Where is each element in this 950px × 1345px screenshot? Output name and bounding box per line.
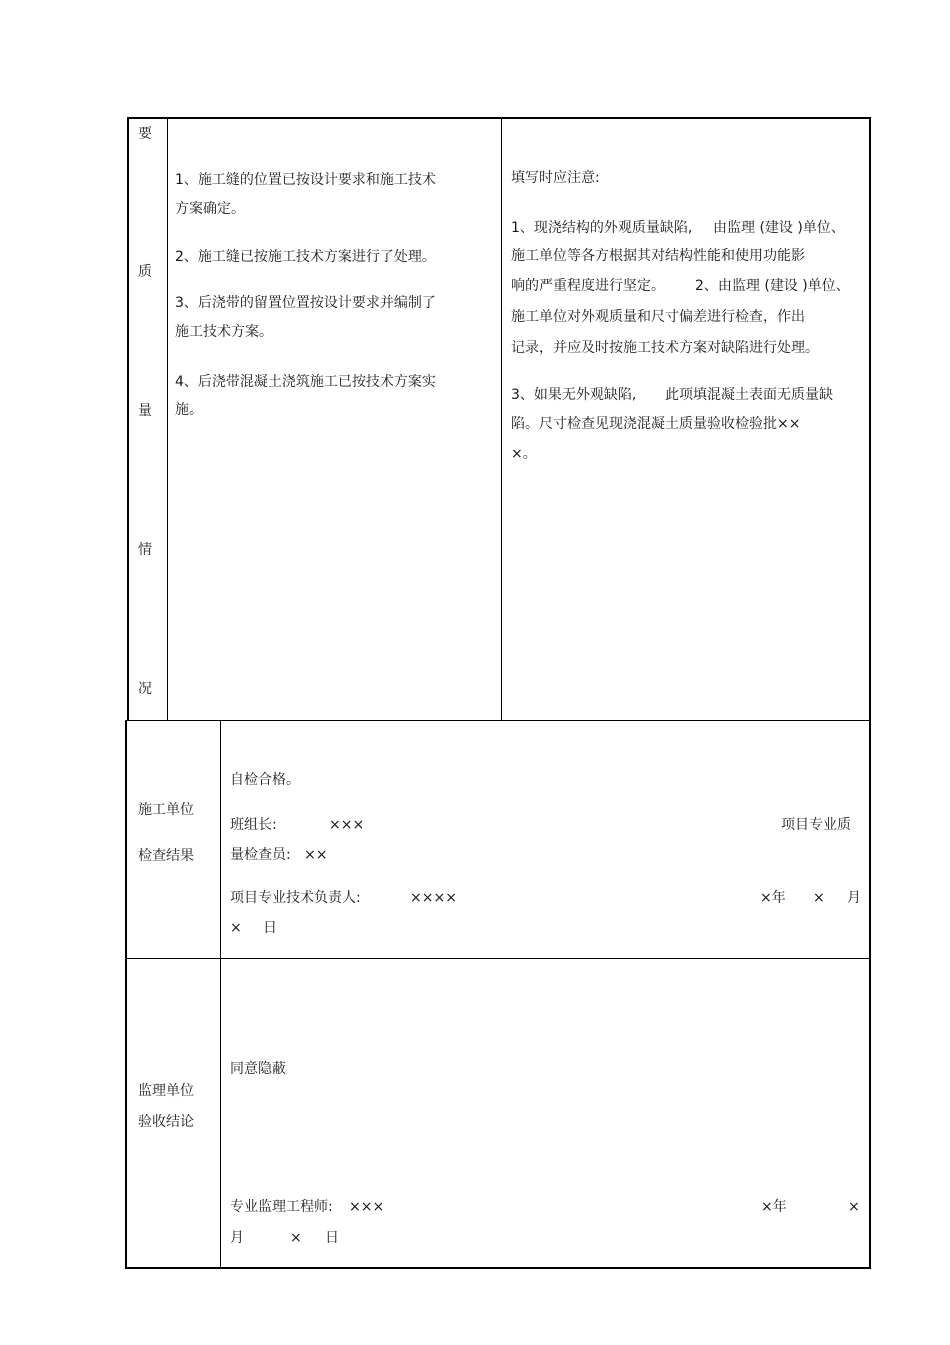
date-day-mark: × [290,1230,302,1246]
date-day-mark: × [230,920,242,936]
team-leader-value: ××× [329,817,365,833]
side-label-char: 情 [138,542,152,558]
notes-line: 此项填混凝土表面无质量缺 [665,387,833,403]
bottom-table-right-border [869,720,871,1269]
notes-line: 施工单位对外观质量和尺寸偏差进行检查，作出 [511,309,805,325]
middle-item-line: 2、施工缝已按施工技术方案进行了处理。 [175,249,436,265]
notes-line: 由监理 (建设 )单位、 [713,220,845,236]
date-year: ×年 [761,1199,787,1215]
notes-line: 2、由监理 (建设 )单位、 [695,278,850,294]
bottom-table-top-border [125,720,871,721]
quality-inspector-label: 量检查员: [230,847,291,863]
side-label-char: 要 [138,126,152,142]
notes-line: 施工单位等各方根据其对结构性能和使用功能影 [511,248,805,264]
middle-item-line: 施工技术方案。 [175,324,273,340]
notes-line: 响的严重程度进行坚定。 [511,278,665,294]
right-border-top [869,117,871,721]
supervision-label: 监理单位 [138,1083,194,1099]
notes-line: 1、现浇结构的外观质量缺陷, [511,220,693,236]
date-day: 日 [325,1230,339,1246]
date-month-mark: × [813,890,825,906]
notes-line: ×。 [511,446,537,462]
side-label-char: 质 [138,264,152,280]
quality-inspector-label: 项目专业质 [781,817,851,833]
bottom-table-row-divider [125,958,871,959]
notes-line: 记录，并应及时按施工技术方案对缺陷进行处理。 [511,340,819,356]
label-col-divider [167,117,168,721]
engineer-value: ××× [349,1199,385,1215]
date-month: 月 [230,1230,244,1246]
notes-line: 3、如果无外观缺陷, [511,387,637,403]
notes-line: 陷。尺寸检查见现浇混凝土质量验收检验批×× [511,416,801,432]
self-check-result: 自检合格。 [230,772,300,788]
middle-item-line: 4、后浇带混凝土浇筑施工已按技术方案实 [175,374,436,390]
date-month-mark: × [848,1199,860,1215]
supervision-label: 验收结论 [138,1114,194,1130]
construction-check-label: 检查结果 [138,848,194,864]
side-label-char: 况 [138,681,152,697]
top-border [127,117,871,119]
bottom-table-bottom-border [125,1267,871,1269]
notes-line: 填写时应注意: [511,170,600,186]
date-day: 日 [263,920,277,936]
date-month: 月 [847,890,861,906]
date-year: ×年 [760,890,786,906]
middle-item-line: 3、后浇带的留置位置按设计要求并编制了 [175,295,436,311]
quality-inspector-value: ×× [304,847,328,863]
bottom-table-label-divider [220,720,221,1269]
bottom-table-left-border [125,720,127,1269]
middle-item-line: 1、施工缝的位置已按设计要求和施工技术 [175,172,436,188]
tech-lead-label: 项目专业技术负责人: [230,890,361,906]
left-border-top [127,117,129,721]
side-label-char: 量 [138,403,152,419]
middle-item-line: 方案确定。 [175,201,245,217]
construction-check-label: 施工单位 [138,802,194,818]
supervision-conclusion-text: 同意隐蔽 [230,1061,286,1077]
team-leader-label: 班组长: [230,817,277,833]
tech-lead-value: ×××× [410,890,457,906]
middle-col-divider [501,117,502,721]
middle-item-line: 施。 [175,402,203,418]
engineer-label: 专业监理工程师: [230,1199,333,1215]
